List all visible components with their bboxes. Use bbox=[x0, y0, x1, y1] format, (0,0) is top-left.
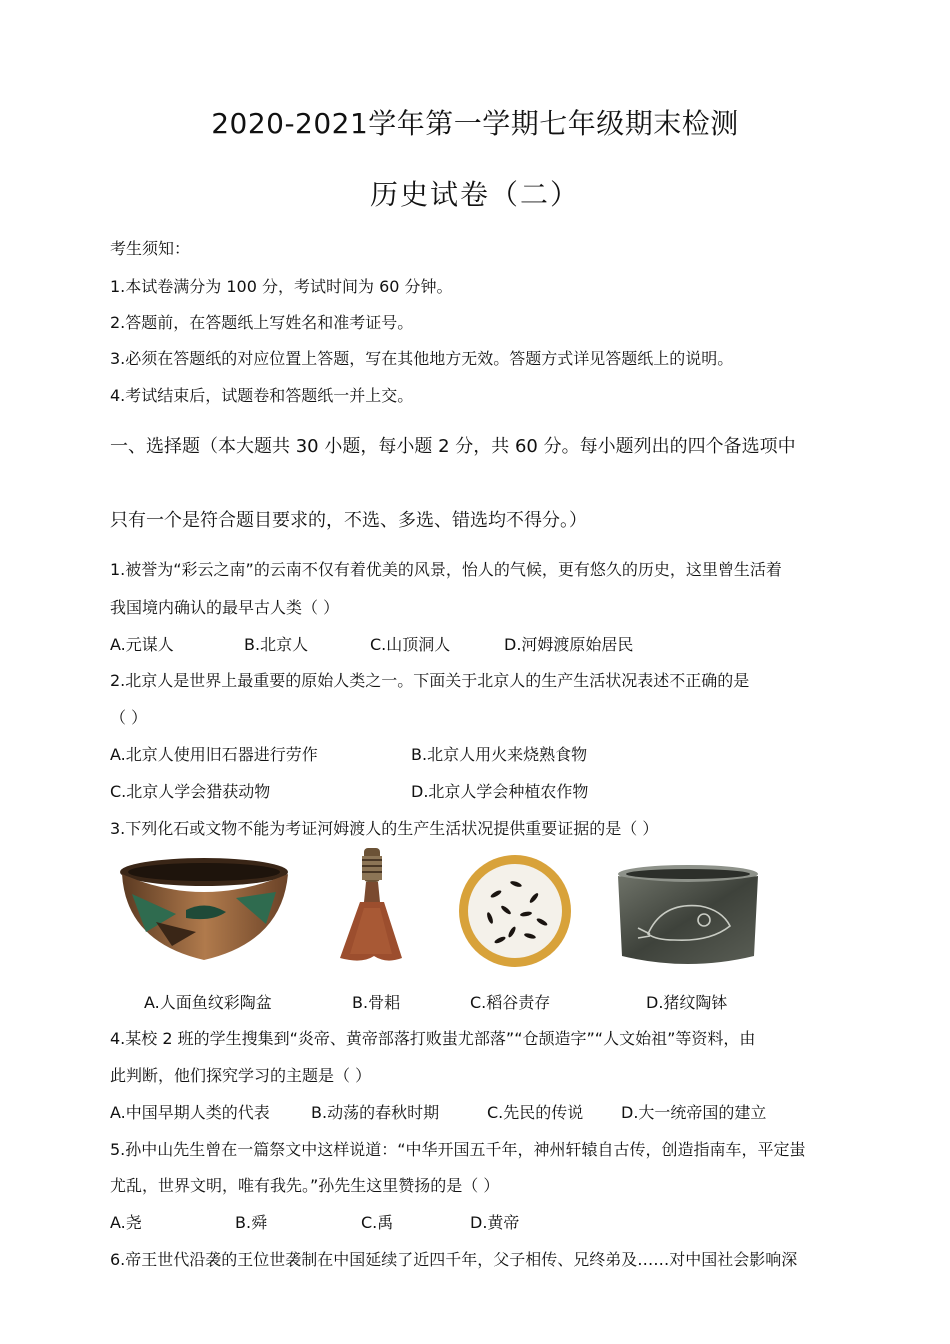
notice-item-4: 4.考试结束后，试题卷和答题纸一并上交。 bbox=[110, 386, 414, 405]
notice-item-2: 2.答题前，在答题纸上写姓名和准考证号。 bbox=[110, 313, 414, 332]
q3-caption-d: D.猪纹陶钵 bbox=[646, 993, 728, 1012]
rice-grain-remains-image bbox=[456, 852, 574, 970]
q2-option-c: C.北京人学会猎获动物 bbox=[110, 782, 271, 801]
q6-stem-line1: 6.帝王世代沿袭的王位世袭制在中国延续了近四千年，父子相传、兄终弟及……对中国社会影响深 bbox=[110, 1250, 798, 1269]
q4-stem-line2: 此判断，他们探究学习的主题是（ ） bbox=[110, 1066, 372, 1085]
q1-option-a: A.元谋人 bbox=[110, 635, 174, 654]
notice-heading: 考生须知： bbox=[110, 239, 191, 258]
q5-option-c: C.禹 bbox=[361, 1213, 394, 1232]
q4-option-a: A.中国早期人类的代表 bbox=[110, 1103, 270, 1122]
bone-spade-image bbox=[334, 846, 408, 968]
q3-caption-a: A.人面鱼纹彩陶盆 bbox=[144, 993, 272, 1012]
q5-option-d: D.黄帝 bbox=[470, 1213, 520, 1232]
q1-stem-line1: 1.被誉为“彩云之南”的云南不仅有着优美的风景，怡人的气候，更有悠久的历史，这里曾生活着 bbox=[110, 560, 782, 579]
q2-stem-line1: 2.北京人是世界上最重要的原始人类之一。下面关于北京人的生产生活状况表述不正确的是 bbox=[110, 671, 750, 690]
section-heading-line1: 一、选择题（本大题共 30 小题，每小题 2 分，共 60 分。每小题列出的四个备选项中 bbox=[110, 436, 796, 457]
q2-option-d: D.北京人学会种植农作物 bbox=[411, 782, 589, 801]
q3-caption-c: C.稻谷责存 bbox=[470, 993, 551, 1012]
q5-option-a: A.尧 bbox=[110, 1213, 142, 1232]
q3-stem: 3.下列化石或文物不能为考证河姆渡人的生产生活状况提供重要证据的是（ ） bbox=[110, 819, 659, 838]
exam-title-line1: 2020-2021学年第一学期七年级期末检测 bbox=[211, 107, 739, 140]
q1-option-d: D.河姆渡原始居民 bbox=[504, 635, 634, 654]
q3-caption-b: B.骨耜 bbox=[352, 993, 401, 1012]
q5-option-b: B.舜 bbox=[235, 1213, 268, 1232]
q4-option-b: B.动荡的春秋时期 bbox=[311, 1103, 440, 1122]
q1-stem-line2: 我国境内确认的最早古人类（ ） bbox=[110, 598, 340, 617]
painted-pottery-basin-image bbox=[116, 852, 294, 966]
q4-stem-line1: 4.某校 2 班的学生搜集到“炎帝、黄帝部落打败蚩尤部落”“仓颉造字”“人文始祖”等资料，由 bbox=[110, 1029, 756, 1048]
q5-stem-line2: 尤乱，世界文明，唯有我先。”孙先生这里赞扬的是（ ） bbox=[110, 1176, 500, 1195]
notice-item-3: 3.必须在答题纸的对应位置上答题，写在其他地方无效。答题方式详见答题纸上的说明。 bbox=[110, 349, 734, 368]
exam-title-line2: 历史试卷（二） bbox=[369, 178, 580, 211]
q4-option-c: C.先民的传说 bbox=[487, 1103, 584, 1122]
q1-option-c: C.山顶洞人 bbox=[370, 635, 451, 654]
q1-option-b: B.北京人 bbox=[244, 635, 309, 654]
q2-option-b: B.北京人用火来烧熟食物 bbox=[411, 745, 588, 764]
q2-option-a: A.北京人使用旧石器进行劳作 bbox=[110, 745, 318, 764]
notice-item-1: 1.本试卷满分为 100 分，考试时间为 60 分钟。 bbox=[110, 277, 453, 296]
q5-stem-line1: 5.孙中山先生曾在一篇祭文中这样说道：“中华开国五千年，神州轩辕自古传，创造指南车，平定蚩 bbox=[110, 1140, 806, 1159]
q4-option-d: D.大一统帝国的建立 bbox=[621, 1103, 767, 1122]
q2-stem-line2: （ ） bbox=[110, 708, 148, 727]
pig-pattern-bowl-image bbox=[614, 862, 762, 970]
section-heading-line2: 只有一个是符合题目要求的，不选、多选、错选均不得分。） bbox=[110, 510, 587, 531]
